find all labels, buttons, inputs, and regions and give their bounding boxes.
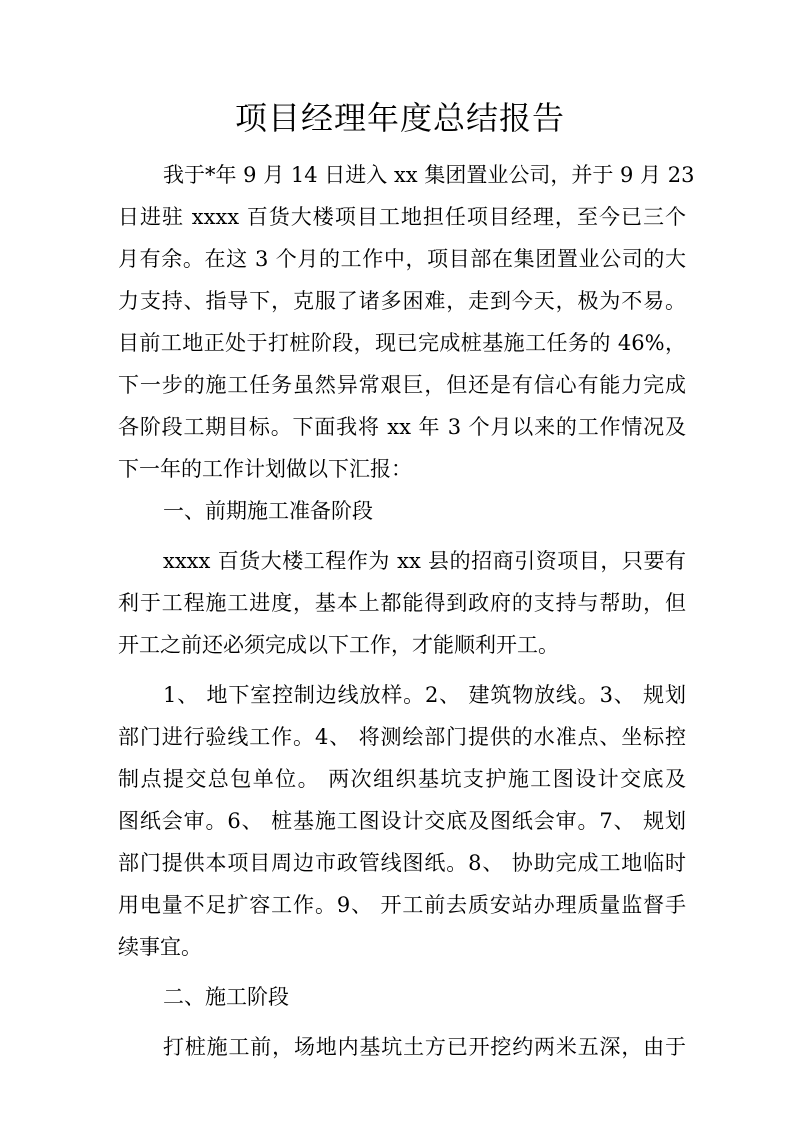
spacer xyxy=(118,968,686,976)
spacer xyxy=(118,532,686,540)
paragraph-line: 下一步的施工任务虽然异常艰巨，但还是有信心有能力完成 xyxy=(118,373,686,397)
paragraph-line: 各阶段工期目标。下面我将 xx 年 3 个月以来的工作情况及 xyxy=(118,415,686,439)
section-heading: 二、施工阶段 xyxy=(163,985,289,1009)
paragraph-line: 图纸会审。6、 桩基施工图设计交底及图纸会审。7、 规划 xyxy=(118,809,686,833)
paragraph-line: 月有余。在这 3 个月的工作中，项目部在集团置业公司的大 xyxy=(118,247,686,271)
paragraph-line: 1、 地下室控制边线放样。2、 建筑物放线。3、 规划 xyxy=(163,683,686,707)
spacer xyxy=(118,1018,686,1026)
paragraph-line: 开工之前还必须完成以下工作，才能顺利开工。 xyxy=(118,633,559,657)
paragraph-line: 打桩施工前，场地内基坑土方已开挖约两米五深，由于 xyxy=(163,1035,686,1059)
paragraph-line: xxxx 百货大楼工程作为 xx 县的招商引资项目，只要有 xyxy=(163,549,686,573)
document-body xyxy=(118,154,695,1068)
paragraph-line: 用电量不足扩容工作。9、 开工前去质安站办理质量监督手 xyxy=(118,893,686,917)
paragraph-line: 续事宜。 xyxy=(118,935,202,959)
section-heading: 一、前期施工准备阶段 xyxy=(163,499,373,523)
paragraph-line: 部门提供本项目周边市政管线图纸。8、 协助完成工地临时 xyxy=(118,851,686,875)
document-title: 项目经理年度总结报告 xyxy=(234,99,565,137)
paragraph-line: 目前工地正处于打桩阶段，现已完成桩基施工任务的 46%， xyxy=(118,331,686,355)
paragraph-line: 制点提交总包单位。 两次组织基坑支护施工图设计交底及 xyxy=(118,767,686,791)
spacer xyxy=(118,666,686,674)
paragraph-line: 利于工程施工进度，基本上都能得到政府的支持与帮助，但 xyxy=(118,591,686,615)
paragraph-line: 力支持、指导下，克服了诸多困难，走到今天，极为不易。 xyxy=(118,289,686,313)
paragraph-line: 日进驻 xxxx 百货大楼项目工地担任项目经理，至今已三个 xyxy=(118,205,686,229)
paragraph-line: 下一年的工作计划做以下汇报： xyxy=(118,457,412,481)
paragraph-line: 我于*年 9 月 14 日进入 xx 集团置业公司，并于 9 月 23 xyxy=(163,163,695,187)
paragraph-line: 部门进行验线工作。4、 将测绘部门提供的水准点、坐标控 xyxy=(118,725,686,749)
